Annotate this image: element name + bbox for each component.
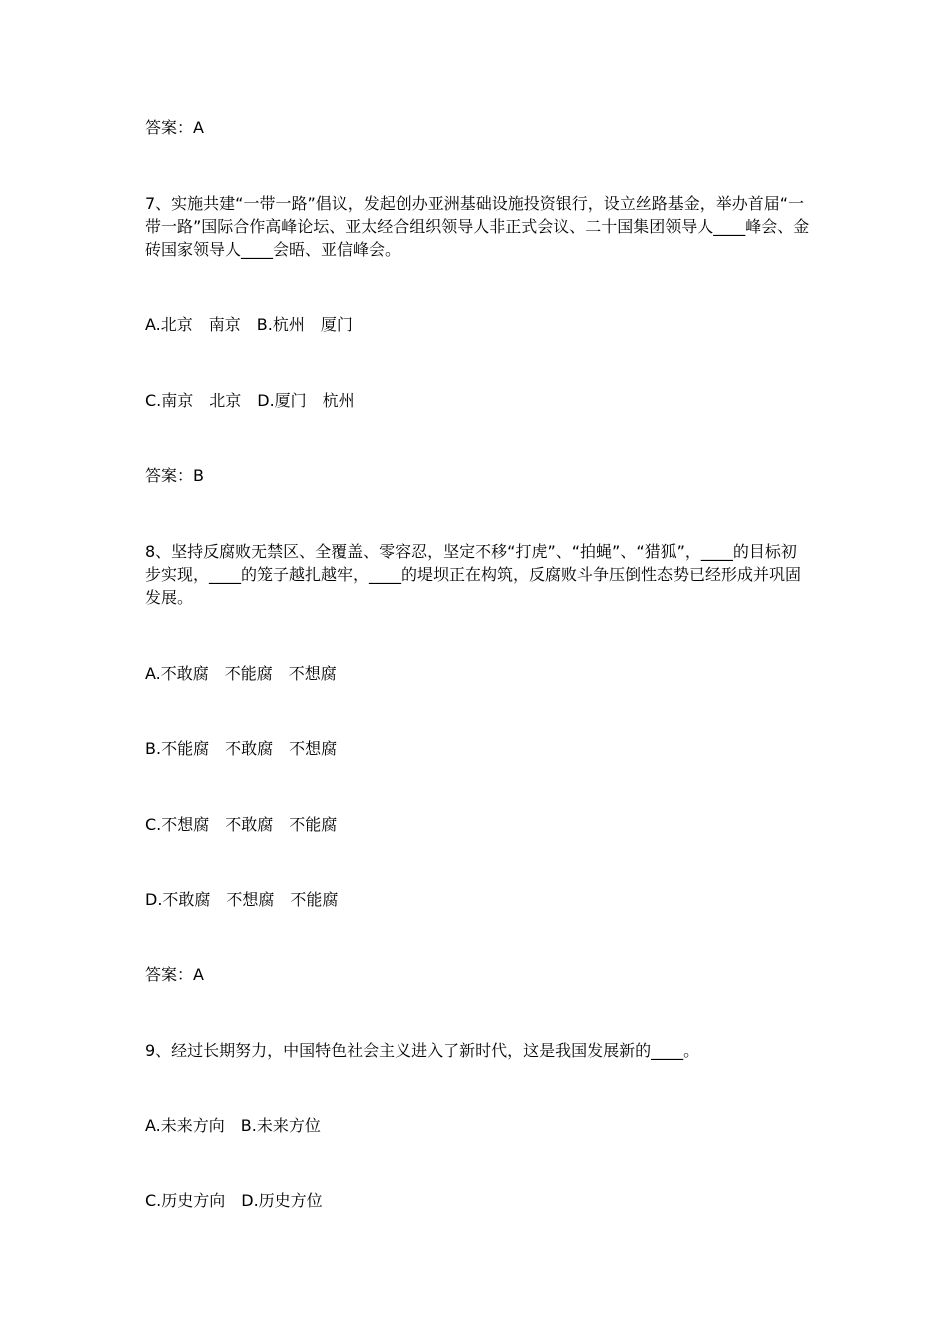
question-7-answer: 答案：B bbox=[145, 466, 204, 485]
question-8-option-d: D.不敢腐 不想腐 不能腐 bbox=[145, 890, 339, 909]
question-8-option-b: B.不能腐 不敢腐 不想腐 bbox=[145, 739, 338, 758]
question-7-options-ab: A.北京 南京 B.杭州 厦门 bbox=[145, 315, 353, 334]
question-7-stem: 7、实施共建“一带一路”倡议，发起创办亚洲基础设施投资银行，设立丝路基金，举办首届“一带一路”国际合作高峰论坛、亚太经合组织领导人非正式会议、二十国集团领导人____峰会、金砖国家领导人____会晤、亚信峰会。 bbox=[145, 194, 810, 259]
question-8-option-c: C.不想腐 不敢腐 不能腐 bbox=[145, 815, 338, 834]
answer-6: 答案：A bbox=[145, 118, 204, 137]
question-7-options-cd: C.南京 北京 D.厦门 杭州 bbox=[145, 391, 355, 410]
question-9-options-cd: C.历史方向 D.历史方位 bbox=[145, 1191, 323, 1210]
question-8-stem: 8、坚持反腐败无禁区、全覆盖、零容忍，坚定不移“打虎”、“拍蝇”、“猎狐”，____的目标初步实现，____的笼子越扎越牢，____的堤坝正在构筑，反腐败斗争压倒性态势已经形成并巩固发展。 bbox=[145, 542, 802, 607]
question-8-answer: 答案：A bbox=[145, 965, 204, 984]
question-9-stem: 9、经过长期努力，中国特色社会主义进入了新时代，这是我国发展新的____。 bbox=[145, 1041, 700, 1060]
question-8-option-a: A.不敢腐 不能腐 不想腐 bbox=[145, 664, 337, 683]
question-9-options-ab: A.未来方向 B.未来方位 bbox=[145, 1116, 321, 1135]
